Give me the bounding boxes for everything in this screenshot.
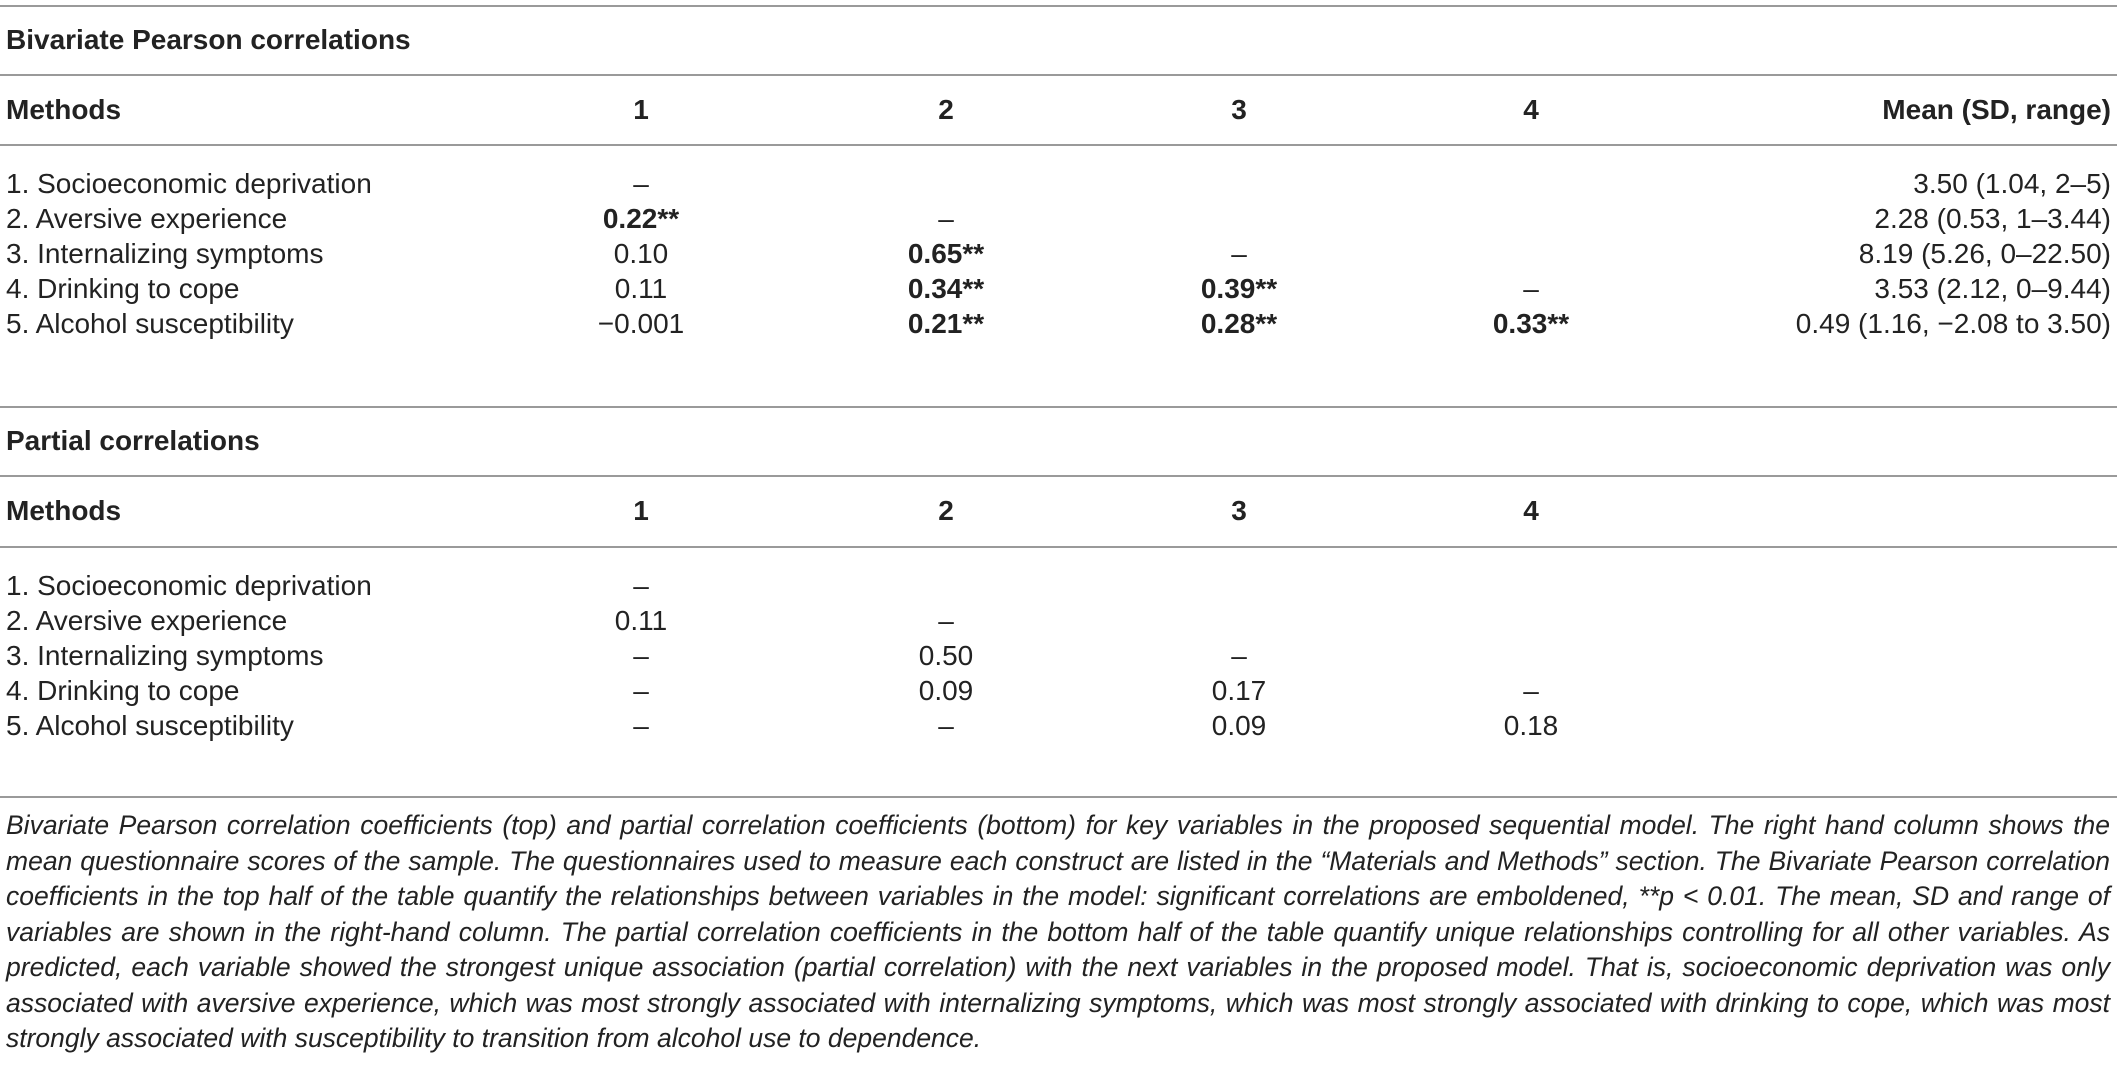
row-label: 3. Internalizing symptoms — [6, 238, 324, 269]
header-mean: Mean (SD, range) — [1882, 94, 2111, 125]
table-row: 1. Socioeconomic deprivation – 3.50 (1.04, 2–5) — [0, 160, 2117, 208]
row-label: 2. Aversive experience — [6, 605, 288, 636]
row-label: 1. Socioeconomic deprivation — [6, 168, 372, 199]
table-row: 2. Aversive experience 0.22** – 2.28 (0.53, 1–3.44) — [0, 195, 2117, 243]
table-row: 5. Alcohol susceptibility – – 0.09 0.18 — [0, 702, 2117, 750]
row-label: 5. Alcohol susceptibility — [6, 710, 294, 741]
table-rule-bottom — [0, 796, 2117, 798]
table-row: 3. Internalizing symptoms 0.10 0.65** – 8.19 (5.26, 0–22.50) — [0, 230, 2117, 278]
row-label: 5. Alcohol susceptibility — [6, 308, 294, 339]
table-row: 4. Drinking to cope – 0.09 0.17 – — [0, 667, 2117, 715]
row-label: 1. Socioeconomic deprivation — [6, 570, 372, 601]
table-rule — [0, 546, 2117, 548]
table-rule — [0, 475, 2117, 477]
table-row: 1. Socioeconomic deprivation – — [0, 562, 2117, 610]
table-caption: Bivariate Pearson correlation coefficients (top) and partial correlation coefficients (bottom) for key variables in the proposed sequential model. The right hand column shows the mean questionnaire scores of the sample. The questionnaires used to measure each construct are listed in the “Materials and Methods” section. The Bivariate Pearson correlation coefficients in the top half of the table quantify the relationships between variables in the model: significant correlations are emboldened, **p < 0.01. The mean, SD and range of variables are shown in the right-hand column. The partial correlation coefficients in the bottom half of the table quantify unique relationships controlling for all other variables. As predicted, each variable showed the strongest unique association (partial correlation) with the next variables in the proposed model. That is, socioeconomic deprivation was only associated with aversive experience, which was most strongly associated with internalizing symptoms, which was most strongly associated with drinking to cope, which was most strongly associated with susceptibility to transition from alcohol use to dependence. — [6, 810, 2110, 1053]
section-title-bivariate: Bivariate Pearson correlations — [6, 24, 411, 55]
table-rule — [0, 144, 2117, 146]
row-label: 4. Drinking to cope — [6, 273, 240, 304]
mean-cell: 8.19 (5.26, 0–22.50) — [1858, 238, 2111, 269]
header-methods: Methods — [6, 94, 122, 125]
mean-cell: 2.28 (0.53, 1–3.44) — [1874, 203, 2111, 234]
table-header-row: Methods 1 2 3 4 Mean (SD, range) — [0, 86, 2117, 134]
section-title-partial: Partial correlations — [6, 425, 260, 456]
section-title-row — [0, 417, 2117, 465]
table-rule-top — [0, 5, 2117, 7]
table-row: 5. Alcohol susceptibility −0.001 0.21** 0.28** 0.33** 0.49 (1.16, −2.08 to 3.50) — [0, 300, 2117, 348]
table-row: 4. Drinking to cope 0.11 0.34** 0.39** – 3.53 (2.12, 0–9.44) — [0, 265, 2117, 313]
table-header-row: Methods 1 2 3 4 — [0, 487, 2117, 535]
row-label: 4. Drinking to cope — [6, 675, 240, 706]
section-title-row — [0, 16, 2117, 64]
header-methods: Methods — [6, 495, 122, 526]
row-label: 2. Aversive experience — [6, 203, 288, 234]
table-rule — [0, 406, 2117, 408]
mean-cell: 3.50 (1.04, 2–5) — [1913, 168, 2111, 199]
mean-cell: 0.49 (1.16, −2.08 to 3.50) — [1795, 308, 2111, 339]
table-row: 3. Internalizing symptoms – 0.50 – — [0, 632, 2117, 680]
table-rule — [0, 74, 2117, 76]
mean-cell: 3.53 (2.12, 0–9.44) — [1874, 273, 2111, 304]
row-label: 3. Internalizing symptoms — [6, 640, 324, 671]
table-row: 2. Aversive experience 0.11 – — [0, 597, 2117, 645]
